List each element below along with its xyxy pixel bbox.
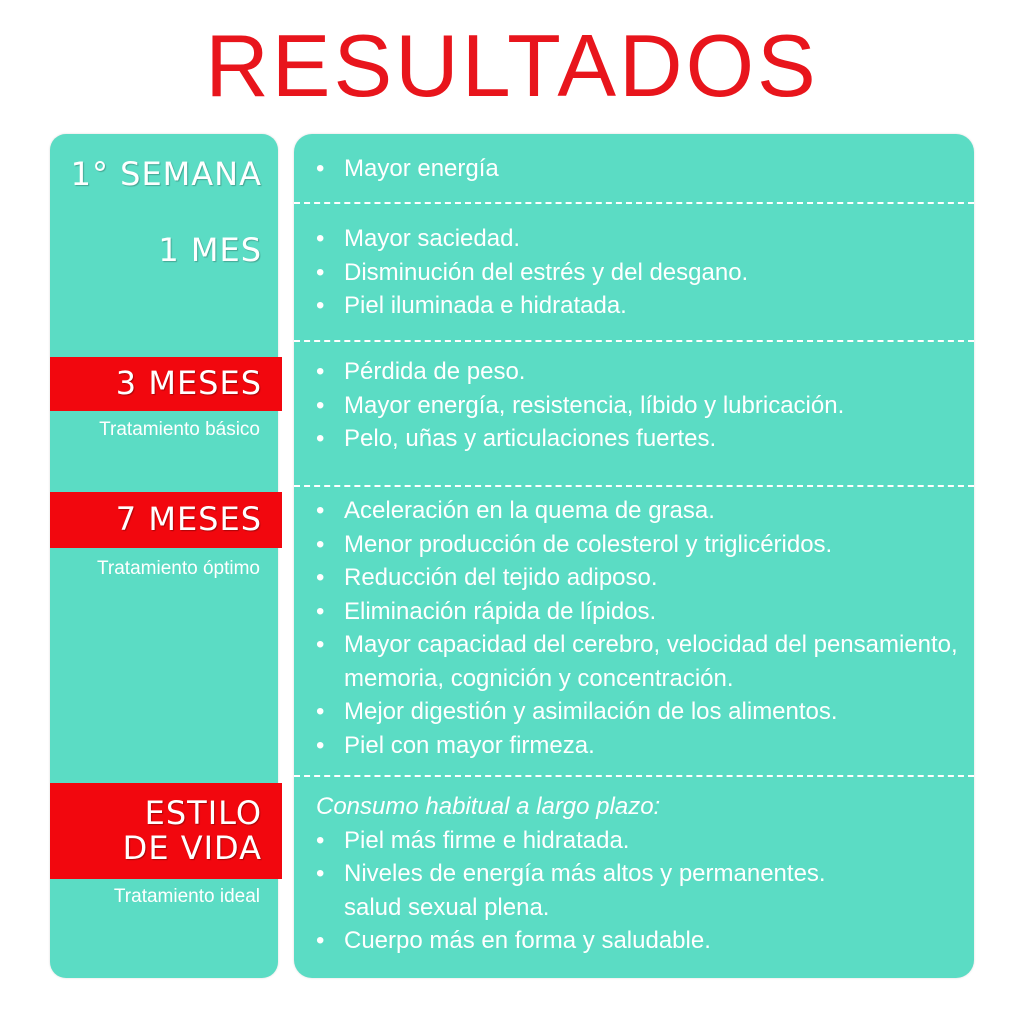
list-item: • Aceleración en la quema de grasa. <box>314 494 964 528</box>
list-item: • Disminución del estrés y del desgano. <box>314 256 964 290</box>
period-label-3-meses: 3 MESES <box>115 364 262 403</box>
period-label-estilo: ESTILO <box>144 793 262 832</box>
list-item: • Mayor capacidad del cerebro, velocidad del pensamiento, memoria, cognición y concentración. <box>314 628 964 695</box>
list-item: • Cuerpo más en forma y saludable. <box>314 924 964 958</box>
results-list-1-semana <box>314 152 964 186</box>
period-band-3-meses <box>50 357 282 411</box>
results-list-estilo-de-vida <box>314 790 964 958</box>
period-label-1-semana: 1° SEMANA <box>70 155 262 193</box>
section-divider <box>294 340 974 342</box>
period-subtitle-3-meses: Tratamiento básico <box>99 419 260 440</box>
section-divider <box>294 485 974 487</box>
list-item: • Mejor digestión y asimilación de los alimentos. <box>314 695 964 729</box>
results-list-7-meses <box>314 494 964 762</box>
period-subtitle-7-meses: Tratamiento óptimo <box>97 558 260 579</box>
list-item: • Pérdida de peso. <box>314 355 964 389</box>
period-label-7-meses: 7 MESES <box>115 500 262 539</box>
section-divider <box>294 202 974 204</box>
list-item: • Mayor energía <box>314 152 964 186</box>
list-item: • Eliminación rápida de lípidos. <box>314 595 964 629</box>
period-label-1-mes: 1 MES <box>158 231 262 269</box>
list-item: • Pelo, uñas y articulaciones fuertes. <box>314 422 964 456</box>
results-list-3-meses <box>314 355 964 456</box>
list-item: • Mayor energía, resistencia, líbido y lubricación. <box>314 389 964 423</box>
results-list-1-mes <box>314 222 964 323</box>
section-divider <box>294 775 974 777</box>
list-item: • Piel iluminada e hidratada. <box>314 289 964 323</box>
list-item: • Mayor saciedad. <box>314 222 964 256</box>
list-item: • Menor producción de colesterol y triglicéridos. <box>314 528 964 562</box>
period-band-estilo-de-vida <box>50 783 282 879</box>
list-item: • Piel con mayor firmeza. <box>314 729 964 763</box>
list-item: • Niveles de energía más altos y permanentes. <box>314 857 964 891</box>
period-subtitle-estilo-de-vida: Tratamiento ideal <box>113 886 260 907</box>
list-intro: Consumo habitual a largo plazo: <box>316 793 661 820</box>
period-band-7-meses <box>50 492 282 548</box>
period-label-de-vida: DE VIDA <box>122 829 262 867</box>
page-title: RESULTADOS <box>205 16 819 115</box>
list-item: salud sexual plena. <box>344 893 550 921</box>
list-item: • Reducción del tejido adiposo. <box>314 561 964 595</box>
list-item: • Piel más firme e hidratada. <box>314 824 964 858</box>
